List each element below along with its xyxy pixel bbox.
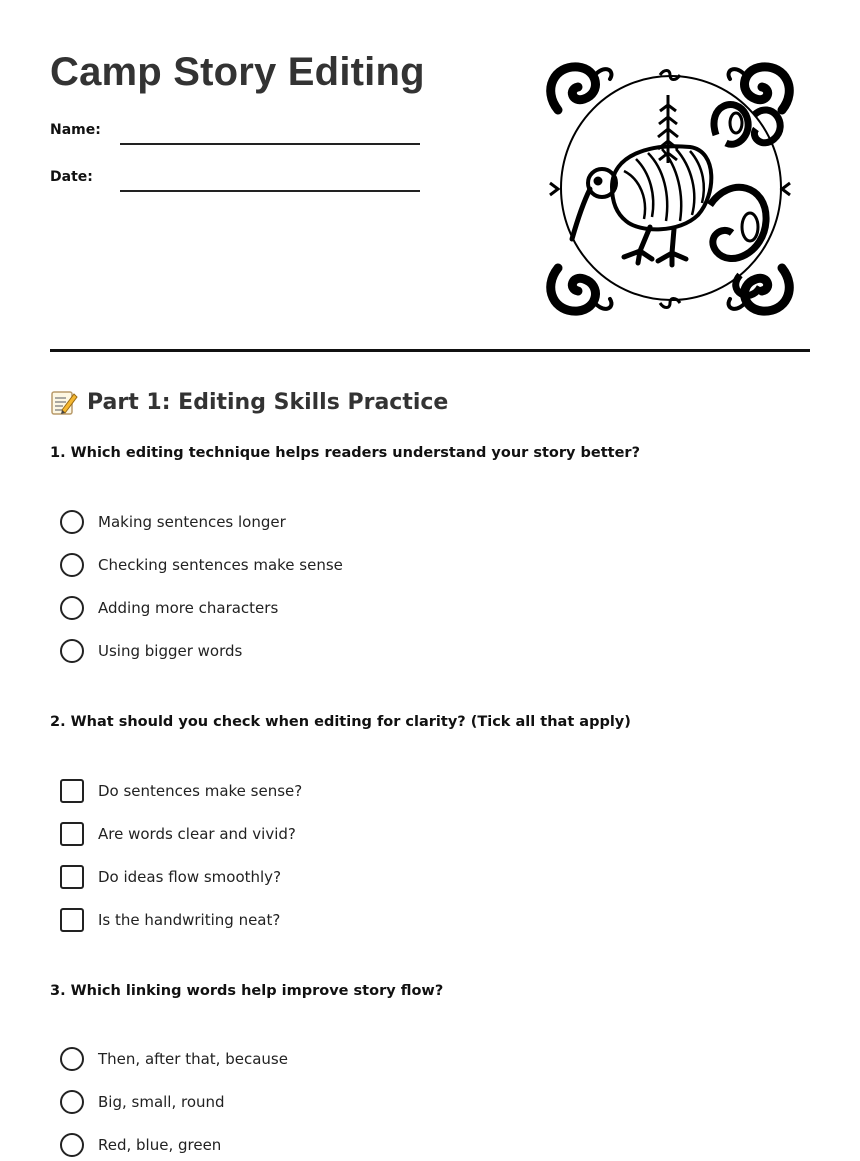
section-heading — [50, 388, 448, 416]
q1-option-2[interactable] — [60, 552, 343, 578]
q1-option-1[interactable] — [60, 509, 286, 535]
name-input-line[interactable] — [120, 143, 420, 145]
question-3: 3. Which linking words help improve story flow? — [50, 983, 444, 999]
name-label: Name: — [50, 122, 101, 138]
q3-option-1[interactable] — [60, 1046, 288, 1072]
date-input-line[interactable] — [120, 190, 420, 192]
option-label: Are words clear and vivid? — [98, 825, 296, 843]
q2-option-3[interactable] — [60, 864, 281, 890]
option-label: Adding more characters — [98, 599, 279, 617]
radio-button[interactable] — [60, 1090, 84, 1114]
option-label: Then, after that, because — [98, 1050, 288, 1068]
radio-button[interactable] — [60, 596, 84, 620]
checkbox[interactable] — [60, 908, 84, 932]
kiwi-bird-emblem — [540, 55, 800, 323]
date-label: Date: — [50, 169, 93, 185]
q1-option-3[interactable] — [60, 595, 278, 621]
q3-option-2[interactable] — [60, 1089, 225, 1115]
memo-icon — [50, 388, 78, 416]
radio-button[interactable] — [60, 639, 84, 663]
radio-button[interactable] — [60, 1133, 84, 1157]
option-label: Is the handwriting neat? — [98, 911, 281, 929]
radio-button[interactable] — [60, 510, 84, 534]
header-divider — [50, 349, 810, 352]
option-label: Checking sentences make sense — [98, 556, 343, 574]
date-field[interactable] — [50, 162, 420, 192]
name-field[interactable] — [50, 115, 420, 145]
q2-option-1[interactable] — [60, 778, 302, 804]
question-2: 2. What should you check when editing for clarity? (Tick all that apply) — [50, 714, 631, 730]
option-label: Red, blue, green — [98, 1136, 222, 1154]
option-label: Do ideas flow smoothly? — [98, 868, 282, 886]
q2-option-4[interactable] — [60, 907, 280, 933]
option-label: Big, small, round — [98, 1093, 225, 1111]
q1-option-4[interactable] — [60, 638, 242, 664]
page-title: Camp Story Editing — [50, 50, 425, 94]
question-1: 1. Which editing technique helps readers understand your story better? — [50, 445, 640, 461]
option-label: Making sentences longer — [98, 513, 286, 531]
checkbox[interactable] — [60, 779, 84, 803]
option-label: Do sentences make sense? — [98, 782, 303, 800]
section-title: Part 1: Editing Skills Practice — [87, 389, 449, 415]
option-label: Using bigger words — [98, 642, 243, 660]
checkbox[interactable] — [60, 822, 84, 846]
checkbox[interactable] — [60, 865, 84, 889]
radio-button[interactable] — [60, 553, 84, 577]
q3-option-3[interactable] — [60, 1132, 221, 1158]
q2-option-2[interactable] — [60, 821, 296, 847]
radio-button[interactable] — [60, 1047, 84, 1071]
